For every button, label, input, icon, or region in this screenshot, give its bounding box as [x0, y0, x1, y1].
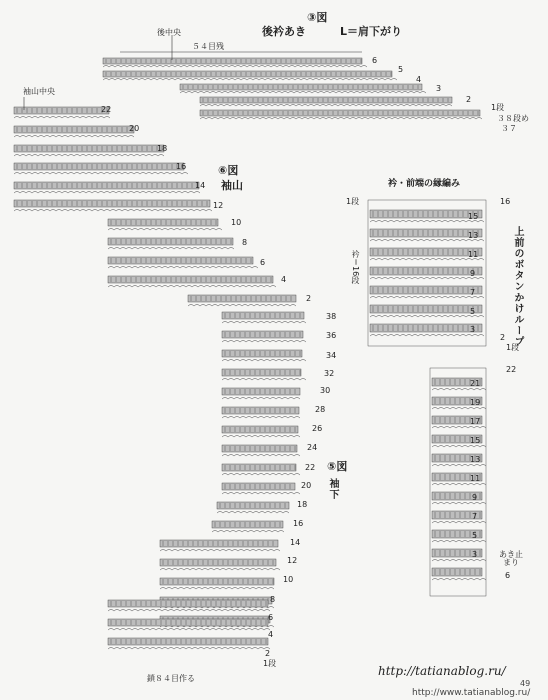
- border-upper-band: [370, 229, 482, 237]
- back-neck-chain: [180, 92, 426, 94]
- border-upper-chain: [370, 316, 484, 318]
- border-lower-chain: [432, 579, 486, 581]
- blog-url: http://tatianablog.ru/: [378, 664, 506, 678]
- border-inner-9: 9: [470, 269, 476, 278]
- underarm-row-22: 22: [305, 463, 316, 472]
- collar-16-rows-label: 衿＝16段: [351, 250, 360, 285]
- back-neck-row-3: 3: [436, 84, 442, 93]
- sleeve-underarm-figure-no: ⑤図: [327, 460, 348, 473]
- border-upper-chain: [370, 240, 484, 242]
- border-lower-chain: [432, 408, 486, 410]
- sleeve-cap-band: [108, 238, 233, 245]
- back-neck-row-4: 4: [416, 75, 422, 84]
- sleeve-cap-chain: [14, 136, 134, 138]
- border-inner-5: 5: [470, 307, 476, 316]
- sleeve-cap-row-22: 22: [101, 105, 112, 114]
- underarm-row-38: 38: [326, 312, 337, 321]
- sleeve-cap-row-14: 14: [195, 181, 206, 190]
- underarm-band: [160, 578, 274, 585]
- back-neck-row-2: 2: [466, 95, 472, 104]
- page-number: 49: [520, 679, 531, 688]
- underarm-band: [108, 638, 268, 645]
- back-neck-row-5: 5: [398, 65, 404, 74]
- border-inner-b-19: 19: [470, 398, 481, 407]
- border-inner-13: 13: [468, 231, 479, 240]
- underarm-chain: [160, 588, 274, 590]
- border-lower-chain: [432, 446, 486, 448]
- border-inner-15: 15: [468, 212, 479, 221]
- back-neck-formula: L＝肩下がり: [340, 25, 403, 38]
- underarm-band: [222, 388, 300, 395]
- sleeve-cap-band: [108, 276, 273, 283]
- back-neck-row-6: 6: [372, 56, 378, 65]
- underarm-chain: [222, 360, 306, 362]
- underarm-chain: [108, 610, 270, 612]
- underarm-row-26: 26: [312, 424, 323, 433]
- underarm-band: [222, 407, 299, 414]
- sleeve-cap-band: [14, 105, 112, 114]
- border-title: 衿・前端の縁編み: [388, 179, 461, 189]
- underarm-chain: [222, 474, 300, 476]
- border-upper-band: [370, 286, 482, 294]
- underarm-row-4: 4: [268, 630, 274, 639]
- sleeve-cap-row-6: 6: [260, 258, 266, 267]
- border-inner-b-7: 7: [472, 512, 478, 521]
- underarm-band: [222, 331, 303, 338]
- border-upper-chain: [370, 278, 484, 280]
- back-neck-figure-no: ③図: [307, 11, 328, 24]
- back-neck-band: [180, 84, 422, 90]
- underarm-band: [222, 369, 301, 376]
- sleeve-cap-band: [108, 219, 218, 226]
- sleeve-cap-row-2: 2: [306, 294, 312, 303]
- underarm-row-1: 1段: [263, 659, 277, 668]
- back-neck-stitch-count: ５４目残: [192, 42, 224, 51]
- border-inner-b-9: 9: [472, 493, 478, 502]
- underarm-row-6: 6: [268, 613, 274, 622]
- border-inner-3: 3: [470, 325, 476, 334]
- underarm-row-12: 12: [287, 556, 298, 565]
- underarm-row-2: 2: [265, 649, 271, 658]
- border-inner-b-11: 11: [470, 474, 481, 483]
- underarm-band: [108, 619, 268, 626]
- underarm-band: [222, 483, 295, 490]
- border-upper-chain: [370, 297, 484, 299]
- underarm-band: [222, 312, 304, 319]
- underarm-chain: [222, 436, 300, 438]
- border-row-6: 6: [505, 571, 511, 580]
- underarm-band: [160, 540, 278, 547]
- sleeve-cap-row-10: 10: [231, 218, 242, 227]
- sleeve-cap-chain: [188, 305, 296, 307]
- sleeve-cap-chain: [108, 248, 234, 250]
- border-upper-band: [370, 248, 482, 256]
- back-neck-chain: [200, 105, 452, 107]
- underarm-row-20: 20: [301, 481, 312, 490]
- sleeve-underarm-title: 袖下: [327, 478, 338, 500]
- underarm-chain: [160, 569, 280, 571]
- border-inner-b-21: 21: [470, 379, 481, 388]
- sleeve-cap-row-16: 16: [176, 162, 187, 171]
- border-upper-band: [370, 267, 482, 275]
- border-inner-b-5: 5: [472, 531, 478, 540]
- border-inner-b-17: 17: [470, 417, 481, 426]
- border-upper-band: [370, 305, 482, 313]
- border-inner-7: 7: [470, 288, 476, 297]
- border-row-16: 16: [500, 197, 511, 206]
- sleeve-cap-band: [14, 162, 187, 171]
- watermark-url: http://www.tatianablog.ru/: [412, 688, 531, 698]
- border-lower-chain: [432, 503, 486, 505]
- sleeve-cap-row-12: 12: [213, 201, 224, 210]
- border-lower-chain: [432, 541, 486, 543]
- underarm-band: [212, 521, 283, 528]
- back-neck-band: [103, 58, 362, 64]
- underarm-band: [217, 502, 289, 509]
- underarm-chain: [212, 531, 284, 533]
- sleeve-cap-row-18: 18: [157, 144, 168, 153]
- underarm-row-18: 18: [297, 500, 308, 509]
- underarm-chain: [108, 629, 270, 631]
- underarm-row-16: 16: [293, 519, 304, 528]
- sleeve-cap-chain: [108, 229, 222, 231]
- border-first-row-label: 1段: [346, 197, 360, 206]
- button-loop-label: 上前のボタンかけループ: [512, 226, 523, 347]
- underarm-band: [108, 600, 268, 607]
- sleeve-cap-title: 袖山: [221, 179, 243, 192]
- border-inner-11: 11: [468, 250, 479, 259]
- border-upper-chain: [370, 259, 484, 261]
- sleeve-cap-chain: [14, 210, 212, 212]
- underarm-row-8: 8: [270, 595, 276, 604]
- underarm-chain: [108, 648, 270, 650]
- border-row-22: 22: [506, 365, 517, 374]
- border-row-1: 1段: [506, 343, 520, 352]
- underarm-band: [222, 445, 297, 452]
- border-lower-chain: [432, 427, 486, 429]
- border-upper-band: [370, 210, 482, 218]
- opening-stop-label: あき止まり: [499, 550, 523, 567]
- back-neck-chain: [200, 118, 482, 120]
- border-lower-chain: [432, 484, 486, 486]
- border-lower-chain: [432, 560, 486, 562]
- center-back-label: 後中央: [157, 28, 181, 37]
- underarm-chain: [222, 341, 306, 343]
- underarm-row-34: 34: [326, 351, 337, 360]
- underarm-row-10: 10: [283, 575, 294, 584]
- underarm-chain: [217, 512, 289, 514]
- back-neck-title: 後衿あき: [262, 25, 306, 38]
- sleeve-cap-row-8: 8: [242, 238, 248, 247]
- border-inner-b-3: 3: [472, 550, 478, 559]
- border-upper-chain: [370, 335, 484, 337]
- border-lower-chain: [432, 465, 486, 467]
- sleeve-cap-row-4: 4: [281, 275, 287, 284]
- border-upper-band: [370, 324, 482, 332]
- underarm-row-36: 36: [326, 331, 337, 340]
- back-neck-band: [103, 71, 392, 77]
- chart-blocks: [14, 58, 486, 649]
- back-neck-row-37: ３７: [501, 124, 517, 133]
- underarm-chain: [222, 417, 300, 419]
- underarm-chain: [222, 455, 300, 457]
- underarm-row-24: 24: [307, 443, 318, 452]
- sleeve-cap-figure-no: ⑥図: [218, 164, 239, 177]
- underarm-chain: [160, 550, 280, 552]
- sleeve-cap-chain: [14, 192, 200, 194]
- underarm-chain: [222, 379, 306, 381]
- sleeve-cap-center-label: 袖山中央: [23, 87, 55, 96]
- border-upper-chain: [370, 221, 484, 223]
- border-inner-b-13: 13: [470, 455, 481, 464]
- sleeve-cap-band: [188, 295, 296, 302]
- border-lower-band: [432, 568, 482, 576]
- back-neck-row-38: ３８段め: [497, 114, 529, 123]
- underarm-row-32: 32: [324, 369, 335, 378]
- sleeve-cap-band: [14, 145, 164, 152]
- sleeve-cap-row-20: 20: [129, 124, 140, 133]
- sleeve-cap-chain: [14, 117, 110, 119]
- cast-on-label: 鎖８４目作る: [147, 674, 195, 683]
- border-lower-chain: [432, 389, 486, 391]
- underarm-chain: [222, 322, 306, 324]
- underarm-row-14: 14: [290, 538, 301, 547]
- border-inner-b-15: 15: [470, 436, 481, 445]
- back-neck-chain: [103, 66, 367, 68]
- border-lower-chain: [432, 522, 486, 524]
- underarm-chain: [222, 493, 300, 495]
- underarm-row-30: 30: [320, 386, 331, 395]
- sleeve-cap-chain: [108, 286, 276, 288]
- underarm-row-28: 28: [315, 405, 326, 414]
- sleeve-cap-chain: [108, 267, 258, 269]
- back-neck-chain: [103, 79, 397, 81]
- border-row-2: 2: [500, 333, 506, 342]
- underarm-chain: [222, 398, 300, 400]
- back-neck-row-1: 1段: [491, 103, 505, 112]
- sleeve-cap-chain: [14, 173, 188, 175]
- sleeve-cap-chain: [14, 155, 164, 157]
